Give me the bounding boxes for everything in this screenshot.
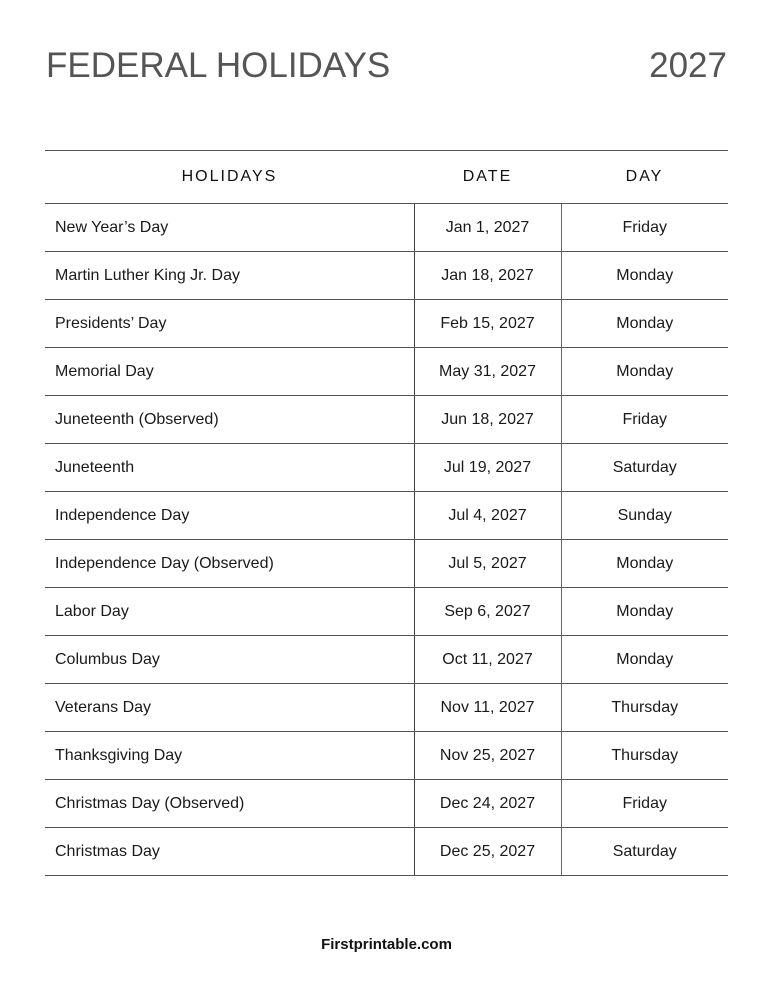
page-title: FEDERAL HOLIDAYS [46, 46, 391, 85]
holiday-date: May 31, 2027 [414, 348, 561, 396]
holiday-day: Friday [561, 396, 728, 444]
holiday-name: Presidents’ Day [45, 300, 414, 348]
holiday-name: Independence Day (Observed) [45, 540, 414, 588]
holiday-date: Dec 25, 2027 [414, 828, 561, 876]
holiday-name: Christmas Day (Observed) [45, 780, 414, 828]
holiday-name: Independence Day [45, 492, 414, 540]
holiday-date: Feb 15, 2027 [414, 300, 561, 348]
holiday-day: Saturday [561, 828, 728, 876]
column-header-day: DAY [561, 151, 728, 204]
holiday-date: Nov 11, 2027 [414, 684, 561, 732]
holiday-day: Monday [561, 300, 728, 348]
holiday-date: Oct 11, 2027 [414, 636, 561, 684]
column-header-holidays: HOLIDAYS [45, 151, 414, 204]
holiday-name: Veterans Day [45, 684, 414, 732]
holiday-date: Jan 18, 2027 [414, 252, 561, 300]
table-header-row [45, 151, 728, 204]
holiday-date: Jun 18, 2027 [414, 396, 561, 444]
holiday-date: Sep 6, 2027 [414, 588, 561, 636]
holiday-day: Thursday [561, 732, 728, 780]
table-row [45, 492, 728, 540]
footer-site-credit: Firstprintable.com [321, 936, 452, 953]
holiday-date: Jul 4, 2027 [414, 492, 561, 540]
table-row [45, 780, 728, 828]
holiday-name: Martin Luther King Jr. Day [45, 252, 414, 300]
holiday-day: Friday [561, 780, 728, 828]
table-row [45, 204, 728, 252]
year-label: 2027 [649, 46, 727, 85]
table-row [45, 636, 728, 684]
holiday-date: Jul 19, 2027 [414, 444, 561, 492]
column-header-date: DATE [414, 151, 561, 204]
holiday-day: Friday [561, 204, 728, 252]
holiday-day: Thursday [561, 684, 728, 732]
table-row [45, 540, 728, 588]
table-row [45, 588, 728, 636]
holiday-date: Jul 5, 2027 [414, 540, 561, 588]
holiday-name: Thanksgiving Day [45, 732, 414, 780]
holiday-day: Saturday [561, 444, 728, 492]
holiday-day: Monday [561, 252, 728, 300]
holiday-date: Nov 25, 2027 [414, 732, 561, 780]
holiday-day: Monday [561, 636, 728, 684]
holiday-name: Juneteenth (Observed) [45, 396, 414, 444]
holiday-name: New Year’s Day [45, 204, 414, 252]
holiday-date: Jan 1, 2027 [414, 204, 561, 252]
holiday-name: Labor Day [45, 588, 414, 636]
table-row [45, 444, 728, 492]
table-row [45, 252, 728, 300]
table-row [45, 828, 728, 876]
holiday-day: Monday [561, 540, 728, 588]
holiday-date: Dec 24, 2027 [414, 780, 561, 828]
holiday-name: Juneteenth [45, 444, 414, 492]
holiday-name: Christmas Day [45, 828, 414, 876]
holiday-day: Sunday [561, 492, 728, 540]
table-row [45, 396, 728, 444]
table-row [45, 300, 728, 348]
table-row [45, 732, 728, 780]
holiday-name: Memorial Day [45, 348, 414, 396]
table-row [45, 348, 728, 396]
holiday-day: Monday [561, 588, 728, 636]
holiday-name: Columbus Day [45, 636, 414, 684]
holidays-table [45, 150, 728, 876]
holiday-day: Monday [561, 348, 728, 396]
table-row [45, 684, 728, 732]
